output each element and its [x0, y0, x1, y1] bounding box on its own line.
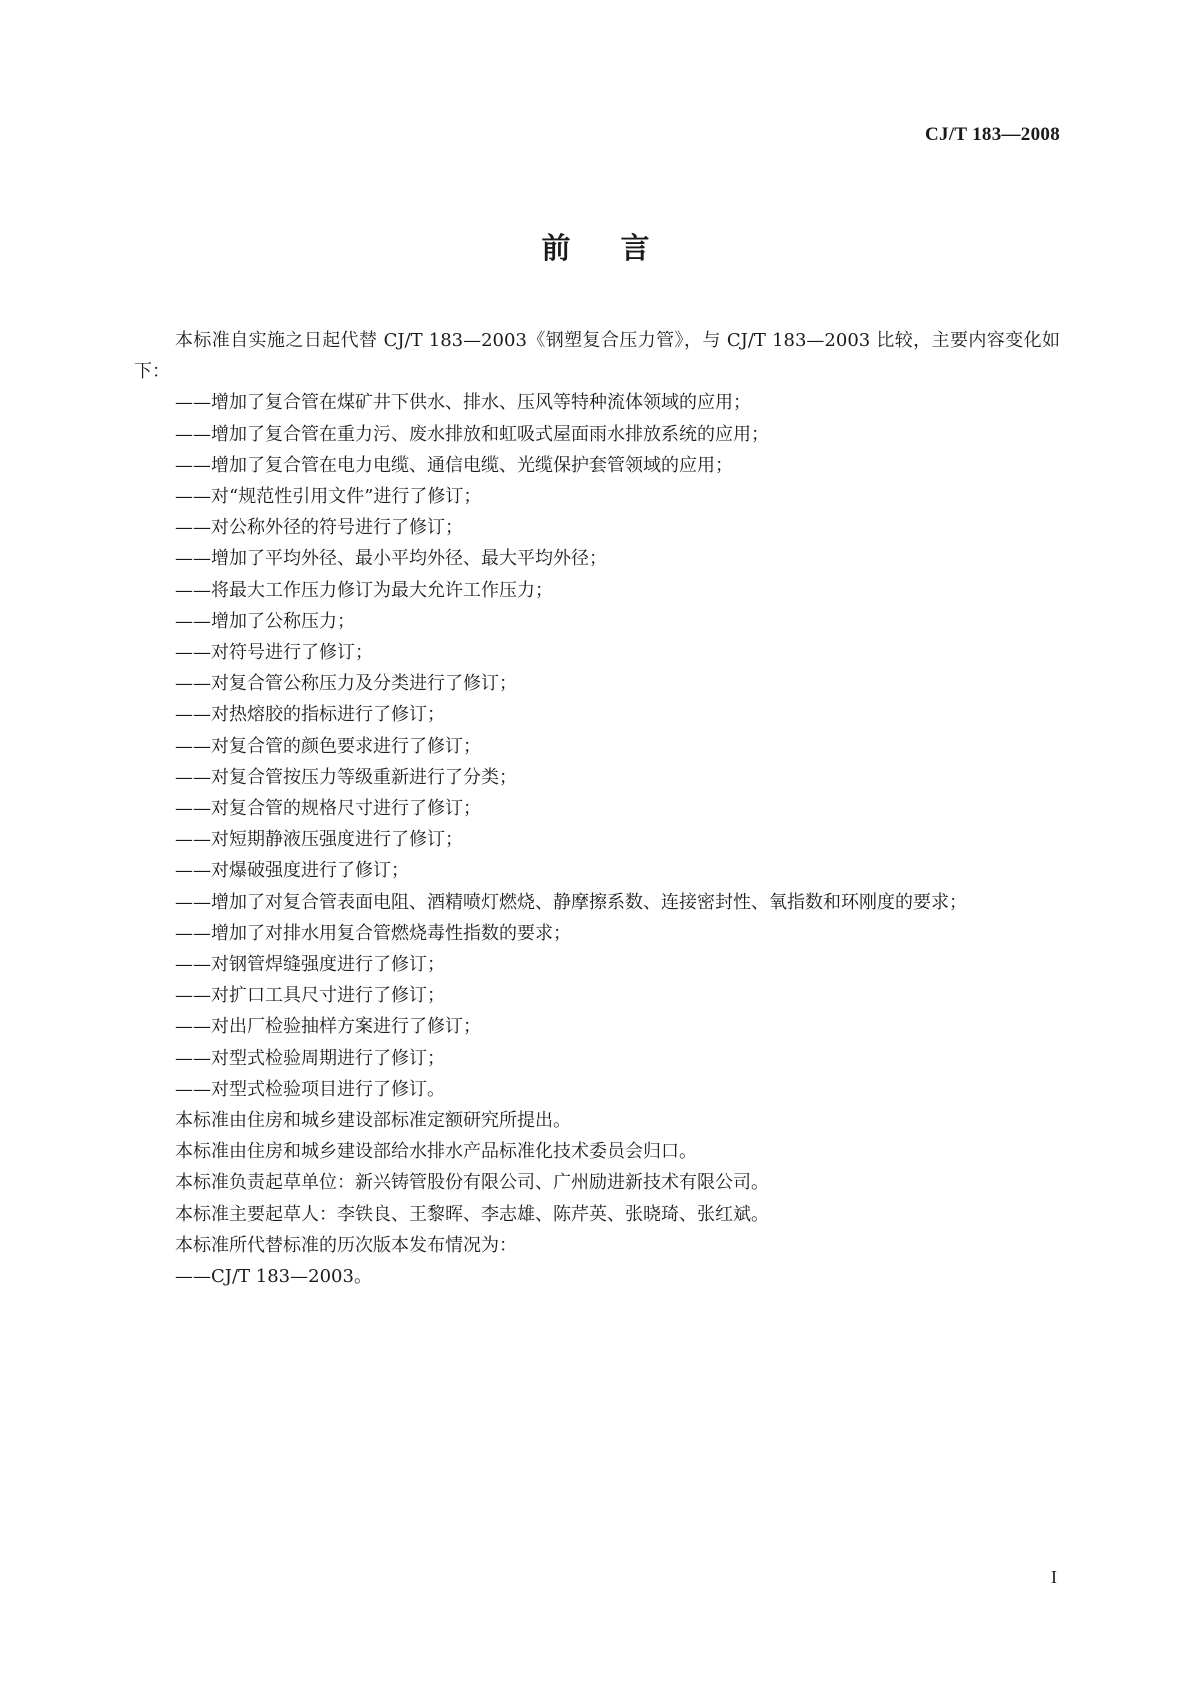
change-item: ——对扩口工具尺寸进行了修订；	[175, 985, 445, 1007]
change-item: ——对爆破强度进行了修订；	[175, 860, 409, 882]
change-item: ——增加了复合管在煤矿井下供水、排水、压风等特种流体领域的应用；	[175, 392, 751, 414]
change-item: ——对钢管焊缝强度进行了修订；	[175, 954, 445, 976]
change-item: ——将最大工作压力修订为最大允许工作压力；	[175, 579, 553, 601]
intro-paragraph: 本标准自实施之日起代替 CJ/T 183—2003《钢塑复合压力管》，与 CJ/T 183—2003 比较，主要内容变化如下：	[134, 330, 1060, 383]
change-item: ——增加了公称压力；	[175, 610, 355, 632]
change-item: ——对复合管按压力等级重新进行了分类；	[175, 766, 517, 788]
main-drafters-statement: 本标准主要起草人：李铁良、王黎晖、李志雄、陈芹英、张晓琦、张红斌。	[175, 1203, 769, 1225]
change-item: ——对热熔胶的指标进行了修订；	[175, 704, 445, 726]
history-intro-statement: 本标准所代替标准的历次版本发布情况为：	[175, 1234, 517, 1256]
change-item: ——增加了复合管在电力电缆、通信电缆、光缆保护套管领域的应用；	[175, 454, 733, 476]
change-item: ——对公称外径的符号进行了修订；	[175, 517, 463, 539]
change-item: ——增加了复合管在重力污、废水排放和虹吸式屋面雨水排放系统的应用；	[175, 423, 769, 445]
proposed-by-statement: 本标准由住房和城乡建设部标准定额研究所提出。	[175, 1110, 571, 1132]
change-item: ——对“规范性引用文件”进行了修订；	[175, 486, 482, 508]
history-item: ——CJ/T 183—2003。	[175, 1266, 372, 1288]
change-item: ——对短期静液压强度进行了修订；	[175, 829, 463, 851]
change-item: ——对型式检验周期进行了修订；	[175, 1047, 445, 1069]
centralized-by-statement: 本标准由住房和城乡建设部给水排水产品标准化技术委员会归口。	[175, 1141, 697, 1163]
change-item: ——增加了对复合管表面电阻、酒精喷灯燃烧、静摩擦系数、连接密封性、氧指数和环刚度的要求；	[175, 891, 967, 913]
change-item: ——对型式检验项目进行了修订。	[175, 1078, 445, 1100]
standard-code: CJ/T 183—2008	[925, 124, 1060, 145]
changes-list	[134, 387, 1060, 1105]
foreword-body	[134, 325, 1060, 1292]
change-item: ——对符号进行了修订；	[175, 642, 373, 664]
change-item: ——对出厂检验抽样方案进行了修订；	[175, 1016, 481, 1038]
drafting-units-statement: 本标准负责起草单位：新兴铸管股份有限公司、广州励进新技术有限公司。	[175, 1172, 769, 1194]
page-number: I	[1051, 1567, 1057, 1587]
change-item: ——增加了平均外径、最小平均外径、最大平均外径；	[175, 548, 607, 570]
change-item: ——对复合管的颜色要求进行了修订；	[175, 735, 481, 757]
change-item: ——对复合管的规格尺寸进行了修订；	[175, 798, 481, 820]
page-title: 前言	[541, 231, 700, 265]
change-item: ——增加了对排水用复合管燃烧毒性指数的要求；	[175, 922, 571, 944]
change-item: ——对复合管公称压力及分类进行了修订；	[175, 673, 517, 695]
